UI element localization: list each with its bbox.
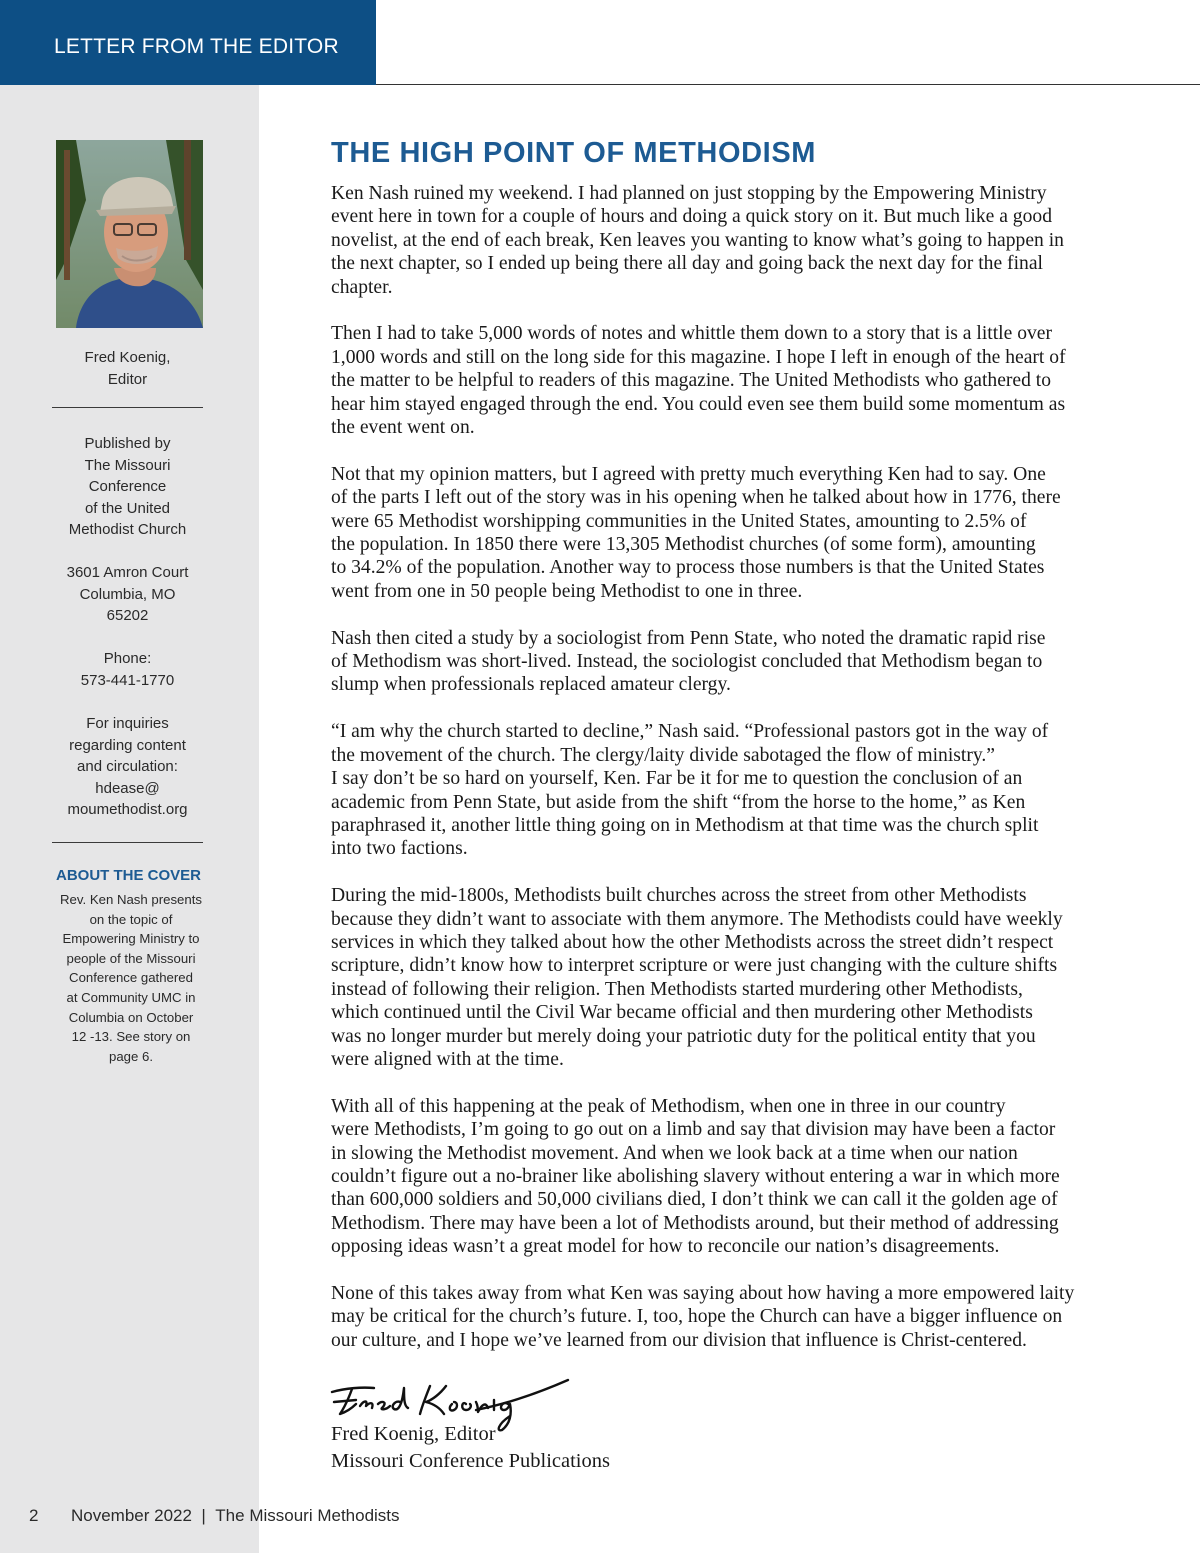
article-line: our culture, and I hope we’ve learned from our division that influence is Christ-centered. [331, 1329, 1027, 1351]
article-line: 1,000 words and still on the long side for this magazine. I hope I left in enough of the heart of [331, 346, 1066, 368]
article-line: novelist, at the end of each break, Ken leaves you wanting to know what’s going to happen in [331, 229, 1064, 251]
article-line: Nash then cited a study by a sociologist from Penn State, who noted the dramatic rapid rise [331, 627, 1046, 649]
editor-photo [56, 140, 203, 328]
article-paragraph [331, 884, 1141, 1071]
article-paragraph [331, 1282, 1141, 1352]
article-line: the population. In 1850 there were 13,305 Methodist churches (of some form), amounting [331, 534, 1036, 556]
article-line: the movement of the church. The clergy/laity divide sabotaged the flow of ministry.” [331, 744, 996, 766]
article-line: the next chapter, so I ended up being there all day and going back the next day for the final [331, 253, 1043, 275]
article-line: to 34.2% of the population. Another way to process those numbers is that the United States [331, 557, 1045, 579]
article-line: the matter to be helpful to readers of this magazine. The United Methodists who gathered to [331, 370, 1052, 392]
article-line: of the parts I left out of the story was in his opening when he talked about how in 1776, there [331, 487, 1061, 509]
sidebar-divider [52, 407, 203, 408]
phone-label: Phone: [103, 650, 152, 667]
article-headline: THE HIGH POINT OF METHODISM [331, 137, 817, 169]
header-divider [376, 84, 1200, 85]
sidebar-divider [52, 842, 203, 843]
publisher-line: The Missouri [84, 456, 171, 474]
publisher-line: Published by [84, 435, 171, 452]
article-line: During the mid-1800s, Methodists built churches across the street from other Methodists [331, 885, 1027, 907]
about-line: page 6. [109, 1048, 153, 1064]
section-header [0, 0, 376, 85]
article-line: services in which they talked about how the other Methodists across the street didn’t respect [331, 931, 1054, 953]
article-line: opposing ideas wasn’t a great model for how to reconcile our nation’s disagreements. [331, 1236, 1000, 1258]
email-line: hdease@ [95, 779, 160, 797]
article-line: hear him stayed engaged through the end. You could even see them build some momentum as [331, 393, 1066, 415]
about-line: on the topic of [89, 911, 173, 927]
article-line: scripture, didn’t know how to interpret scripture or were just changing with the culture shifts [331, 955, 1058, 977]
publication-name: The Missouri Methodists [215, 1506, 400, 1525]
article-line: instead of following their religion. Then Methodists started murdering other Methodists, [331, 978, 1023, 1000]
article-line: None of this takes away from what Ken was saying about how having a more empowered laity [331, 1282, 1075, 1304]
article-line: Methodism. There may have been a lot of Methodists around, but their method of addressing [331, 1212, 1059, 1234]
about-line: Rev. Ken Nash presents [60, 892, 202, 907]
article-line: because they didn’t want to associate with them anymore. The Methodists could have weekly [331, 908, 1063, 930]
closing-title: Missouri Conference Publications [331, 1450, 610, 1472]
article-line: were aligned with at the time. [331, 1048, 564, 1070]
article-paragraph [331, 182, 1141, 299]
article-paragraph [331, 463, 1141, 603]
article-line: slump when professionals replaced amateur clergy. [331, 674, 731, 696]
section-label: LETTER FROM THE EDITOR [54, 35, 339, 58]
article-line: than 600,000 soldiers and 50,000 civilians died, I don’t think we can call it the golden age of [331, 1189, 1058, 1211]
article-line: into two factions. [331, 838, 468, 860]
about-line: 12 -13. See story on [71, 1029, 191, 1045]
publisher-line: of the United [84, 499, 171, 517]
phone-number: 573-441-1770 [80, 671, 175, 689]
caption-line: Fred Koenig, [84, 349, 171, 366]
page-number: 2 [29, 1506, 39, 1525]
article-line: Not that my opinion matters, but I agreed with pretty much everything Ken had to say. One [331, 463, 1046, 485]
article-line: the event went on. [331, 417, 475, 439]
about-line: Empowering Ministry to [62, 931, 200, 947]
article-line: With all of this happening at the peak of Methodism, when one in three in our country [331, 1095, 1006, 1117]
article-line: academic from Penn State, but aside from the shift “from the horse to the home,” as Ken [331, 791, 1026, 813]
closing-block [331, 1421, 610, 1475]
inquiries-line: regarding content [69, 736, 186, 754]
address-line: 65202 [106, 607, 149, 624]
address [50, 562, 205, 627]
publisher-line: Methodist Church [68, 521, 187, 538]
article-paragraph [331, 1095, 1141, 1259]
publisher-line: Conference [88, 478, 167, 495]
about-cover-text [53, 890, 209, 1066]
article-paragraph [331, 322, 1141, 439]
article-line: Ken Nash ruined my weekend. I had planned on just stopping by the Empowering Ministry [331, 183, 1047, 204]
about-line: Columbia on October [68, 1009, 194, 1025]
about-cover-title: ABOUT THE COVER [56, 867, 202, 884]
article-line: “I am why the church started to decline,” Nash said. “Professional pastors got in the way of [331, 721, 1049, 743]
phone-info [50, 648, 205, 691]
article-line: I say don’t be so hard on yourself, Ken. Far be it for me to question the conclusion of an [331, 768, 1023, 790]
article-line: was no longer murder but merely doing your patriotic duty for the political entity that you [331, 1025, 1036, 1047]
article-line: Then I had to take 5,000 words of notes and whittle them down to a story that is a little over [331, 323, 1053, 345]
article-line: in slowing the Methodist movement. And when we look back at a time when our nation [331, 1142, 1018, 1164]
inquiries-line: For inquiries [86, 715, 169, 732]
article-line: of Methodism was short-lived. Instead, the sociologist concluded that Methodism began to [331, 651, 1043, 673]
inquiries-info [50, 713, 205, 821]
inquiries-line: and circulation: [77, 758, 178, 775]
about-line: Conference gathered [69, 970, 193, 986]
article-line: went from one in 50 people being Methodist to one in three. [331, 580, 803, 602]
closing-name: Fred Koenig, Editor [331, 1423, 496, 1445]
caption-line: Editor [107, 370, 148, 388]
issue-date: November 2022 [71, 1506, 192, 1525]
article-line: may be critical for the church’s future. I, too, hope the Church can have a bigger influence on [331, 1306, 1063, 1328]
email-line: moumethodist.org [67, 801, 188, 818]
article-paragraph [331, 627, 1141, 697]
page-footer [29, 1506, 400, 1526]
article-paragraph [331, 720, 1141, 860]
article-line: couldn’t figure out a no-brainer like abolishing slavery without entering a war in which more [331, 1165, 1060, 1187]
article-line: which continued until the Civil War became official and then murdering other Methodists [331, 1002, 1033, 1024]
address-line: Columbia, MO [79, 585, 176, 603]
article-line: were 65 Methodist worshipping communities in the United States, amounting to 2.5% of [331, 510, 1027, 532]
publisher-info [50, 433, 205, 541]
address-line: 3601 Amron Court [66, 564, 189, 581]
article-line: event here in town for a couple of hours and doing a quick story on it. But much like a good [331, 206, 1052, 228]
footer-separator: | [201, 1506, 206, 1525]
article-body [331, 182, 1141, 1376]
article-line: were Methodists, I’m going to go out on a limb and say that division may have been a factor [331, 1119, 1056, 1141]
about-line: people of the Missouri [66, 950, 196, 966]
sidebar [0, 85, 259, 1553]
about-line: at Community UMC in [66, 989, 196, 1005]
photo-caption [50, 347, 205, 390]
article-line: paraphrased it, another little thing going on in Methodism at that time was the church split [331, 814, 1039, 836]
article-line: chapter. [331, 276, 393, 298]
